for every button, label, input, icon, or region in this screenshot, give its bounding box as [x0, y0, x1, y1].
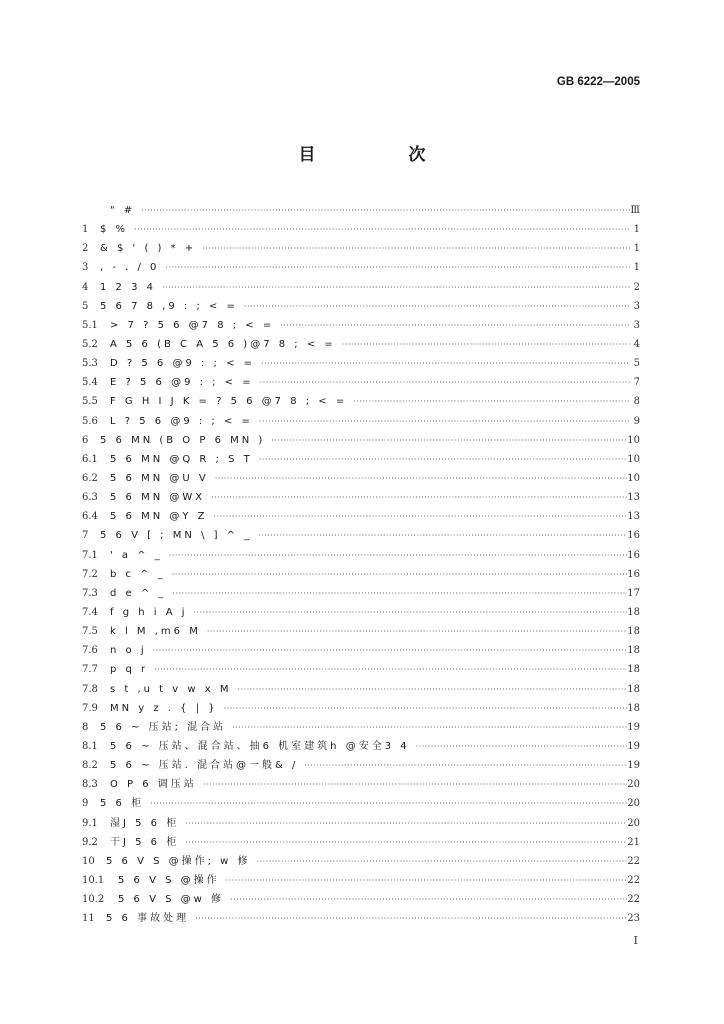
toc-entry[interactable]: [82, 546, 640, 565]
toc-entry-number: 5.4: [82, 377, 98, 389]
dot-leader: [259, 450, 628, 469]
toc-entry-title: 5 6 V S @操作; w 修: [106, 855, 251, 867]
toc-entry-title: D ? 5 6 @9 : ; < =: [110, 358, 256, 370]
toc-entry-page: 10: [627, 453, 640, 465]
toc-entry-page: 1: [633, 224, 640, 236]
toc-entry[interactable]: [82, 833, 640, 852]
dot-leader: [258, 526, 627, 545]
toc-entry-page: 2: [633, 281, 640, 293]
toc-entry-page: 23: [627, 913, 640, 925]
toc-entry-title: s t ,u t v w x M: [110, 683, 232, 695]
toc-entry-page: 16: [627, 568, 640, 580]
toc-entry[interactable]: [82, 603, 640, 622]
toc-entry[interactable]: [82, 431, 640, 450]
toc-entry-number: 9: [82, 798, 89, 810]
toc-entry-title: ' a ^ _: [110, 549, 163, 561]
toc-entry-page: 16: [627, 530, 640, 542]
toc-entry[interactable]: [82, 469, 640, 488]
toc-entry[interactable]: [82, 335, 640, 354]
toc-entry[interactable]: [82, 278, 640, 297]
toc-entry-page: 5: [633, 358, 640, 370]
dot-leader: [169, 546, 627, 565]
toc-entry-page: 4: [633, 338, 640, 350]
toc-entry[interactable]: [82, 718, 640, 737]
toc-entry[interactable]: [82, 565, 640, 584]
dot-leader: [416, 737, 628, 756]
toc-entry-page: 20: [627, 798, 640, 810]
toc-entry[interactable]: [82, 584, 640, 603]
toc-entry-page: 21: [627, 836, 640, 848]
toc-entry-title: 5 6 V [ ; MN \ ] ^ _: [100, 530, 253, 542]
dot-leader: [194, 603, 628, 622]
toc-entry-page: 22: [627, 874, 640, 886]
dot-leader: [150, 794, 627, 813]
toc-entry-title: k l M ,m6 M: [110, 626, 201, 638]
dot-leader: [214, 507, 628, 526]
toc-entry-page: 18: [627, 645, 640, 657]
toc-entry[interactable]: [82, 297, 640, 316]
toc-entry-title: 1 2 3 4: [100, 281, 156, 293]
toc-entry-title: MN y z . { | }: [110, 702, 218, 714]
toc-entry-title: f g h i A j: [110, 606, 188, 618]
toc-entry-page: 3: [633, 300, 640, 312]
toc-entry-page: 19: [627, 721, 640, 733]
dot-leader: [244, 297, 630, 316]
toc-entry-title: O P 6 调压站: [110, 779, 197, 791]
toc-entry-page: 1: [633, 243, 640, 255]
toc-entry[interactable]: [82, 660, 640, 679]
dot-leader: [202, 239, 630, 258]
toc-entry-title: 5 6 V S @w 修: [118, 894, 224, 906]
toc-entry-title: L ? 5 6 @9 : ; < =: [110, 415, 253, 427]
toc-entry-page: 8: [633, 396, 640, 408]
toc-entry[interactable]: [82, 239, 640, 258]
toc-entry-number: 5.1: [82, 319, 98, 331]
dot-leader: [261, 354, 630, 373]
toc-entry[interactable]: [82, 373, 640, 392]
toc-entry-title: " #: [110, 205, 136, 216]
toc-entry[interactable]: [82, 775, 640, 794]
table-of-contents: [82, 201, 640, 928]
toc-entry-number: 3: [82, 262, 89, 274]
toc-entry-number: 2: [82, 243, 89, 255]
toc-entry[interactable]: [82, 699, 640, 718]
toc-entry[interactable]: [82, 201, 640, 220]
dot-leader: [224, 699, 628, 718]
toc-entry-number: 7.6: [82, 645, 98, 657]
toc-entry-number: 7.8: [82, 683, 98, 695]
toc-entry[interactable]: [82, 220, 640, 239]
dot-leader: [141, 201, 630, 220]
toc-entry-title: 湿J 5 6 柜: [110, 817, 180, 829]
toc-entry-number: 6.1: [82, 453, 98, 465]
toc-entry-number: 7.2: [82, 568, 98, 580]
toc-entry-title: 5 6 ~ 压站; 混合站: [100, 721, 227, 733]
dot-leader: [165, 258, 630, 277]
dot-leader: [260, 373, 630, 392]
dot-leader: [172, 565, 628, 584]
toc-entry-page: 13: [627, 511, 640, 523]
toc-entry-page: 3: [633, 319, 640, 331]
toc-entry-title: 5 6 ~ 压站、混合站、抽6 机室建筑h @安全3 4: [110, 740, 410, 752]
toc-entry-number: 8.2: [82, 760, 98, 772]
toc-entry-number: 5.5: [82, 396, 98, 408]
toc-entry-title: 5 6 事故处理: [106, 913, 190, 925]
toc-entry[interactable]: [82, 871, 640, 890]
toc-entry-title: , - . / 0: [100, 262, 160, 274]
toc-entry-page: 20: [627, 779, 640, 791]
toc-entry-number: 6.2: [82, 472, 98, 484]
toc-entry-page: 22: [627, 894, 640, 906]
dot-leader: [271, 431, 627, 450]
toc-entry-page: 19: [627, 740, 640, 752]
dot-leader: [153, 641, 628, 660]
dot-leader: [259, 412, 630, 431]
toc-entry[interactable]: [82, 354, 640, 373]
toc-entry-number: 7.7: [82, 664, 98, 676]
toc-entry[interactable]: [82, 756, 640, 775]
toc-entry-page: 16: [627, 549, 640, 561]
toc-entry-title: n o j: [110, 645, 147, 657]
toc-entry-number: 9.2: [82, 836, 98, 848]
dot-leader: [203, 775, 627, 794]
dot-leader: [215, 469, 628, 488]
toc-entry-number: 7.5: [82, 626, 98, 638]
dot-leader: [342, 335, 630, 354]
toc-entry-title: & $ ' ( ) * +: [100, 243, 197, 255]
dot-leader: [195, 909, 627, 928]
dot-leader: [162, 278, 630, 297]
dot-leader: [211, 488, 627, 507]
page-title: 目 次: [298, 145, 464, 165]
toc-entry[interactable]: [82, 622, 640, 641]
toc-entry-number: 8.3: [82, 779, 98, 791]
toc-entry[interactable]: [82, 890, 640, 909]
toc-entry-number: 9.1: [82, 817, 98, 829]
toc-entry-number: 7.3: [82, 587, 98, 599]
toc-entry-title: 5 6 MN @Y Z: [110, 511, 208, 523]
toc-entry-title: 5 6 MN (B O P 6 MN ): [100, 434, 266, 446]
toc-entry-number: 4: [82, 281, 89, 293]
toc-entry-number: 11: [82, 913, 95, 925]
toc-entry[interactable]: [82, 258, 640, 277]
toc-entry[interactable]: [82, 737, 640, 756]
dot-leader: [280, 316, 630, 335]
dot-leader: [257, 852, 628, 871]
toc-entry-page: 1: [633, 262, 640, 274]
page-number: I: [633, 934, 638, 947]
toc-entry-page: 19: [627, 760, 640, 772]
dot-leader: [230, 890, 627, 909]
toc-entry[interactable]: [82, 412, 640, 431]
dot-leader: [207, 622, 627, 641]
toc-entry-title: 5 6 MN @WX: [110, 492, 206, 504]
toc-entry[interactable]: [82, 392, 640, 411]
toc-entry-title: 5 6 MN @U V: [110, 472, 209, 484]
toc-entry-title: A 5 6 (B C A 5 6 )@7 8 ; < =: [110, 338, 336, 350]
toc-entry[interactable]: [82, 450, 640, 469]
dot-leader: [353, 392, 630, 411]
toc-entry-number: 1: [82, 224, 89, 236]
toc-entry-page: 18: [627, 664, 640, 676]
toc-entry-page: 17: [627, 587, 640, 599]
toc-entry-page: 13: [627, 492, 640, 504]
toc-entry-page: 18: [627, 606, 640, 618]
dot-leader: [304, 756, 627, 775]
toc-entry[interactable]: [82, 794, 640, 813]
toc-entry-number: 5.2: [82, 338, 98, 350]
dot-leader: [232, 718, 627, 737]
toc-entry-title: F G H I J K = ? 5 6 @7 8 ; < =: [110, 396, 348, 408]
toc-entry[interactable]: [82, 680, 640, 699]
toc-entry-page: 7: [633, 377, 640, 389]
toc-entry-number: 7.9: [82, 702, 98, 714]
toc-entry-number: 10: [82, 855, 95, 867]
toc-entry[interactable]: [82, 909, 640, 928]
toc-entry-title: 5 6 MN @Q R ; S T: [110, 453, 253, 465]
dot-leader: [237, 680, 627, 699]
toc-entry[interactable]: [82, 814, 640, 833]
toc-entry-number: 5: [82, 300, 89, 312]
toc-entry[interactable]: [82, 507, 640, 526]
toc-entry-title: 5 6 V S @操作: [118, 874, 220, 886]
toc-entry-number: 7.4: [82, 606, 98, 618]
toc-entry-page: 10: [627, 434, 640, 446]
toc-entry-page: 9: [633, 415, 640, 427]
toc-entry-number: 7.1: [82, 549, 98, 561]
toc-entry-number: 8: [82, 721, 89, 733]
toc-entry-page: Ⅲ: [630, 205, 640, 216]
dot-leader: [172, 584, 627, 603]
toc-entry-page: 22: [627, 855, 640, 867]
toc-entry-number: 5.6: [82, 415, 98, 427]
dot-leader: [226, 871, 628, 890]
toc-entry-title: p q r: [110, 664, 149, 676]
toc-entry-title: E ? 5 6 @9 : ; < =: [110, 377, 254, 389]
toc-entry-number: 5.3: [82, 358, 98, 370]
toc-entry-title: 5 6 ~ 压站. 混合站@一般& /: [110, 760, 299, 772]
toc-entry-title: 5 6 柜: [100, 798, 145, 810]
toc-entry-title: 干J 5 6 柜: [110, 836, 180, 848]
toc-entry-number: 10.2: [82, 894, 105, 906]
toc-entry-title: d e ^ _: [110, 587, 167, 599]
toc-entry[interactable]: [82, 852, 640, 871]
toc-entry-page: 18: [627, 626, 640, 638]
standard-code: GB 6222—2005: [556, 76, 640, 88]
toc-entry-number: 6: [82, 434, 89, 446]
toc-entry-title: b c ^ _: [110, 568, 166, 580]
toc-entry[interactable]: [82, 641, 640, 660]
toc-entry-page: 18: [627, 702, 640, 714]
toc-entry-number: 8.1: [82, 740, 98, 752]
toc-entry-number: 6.4: [82, 511, 98, 523]
toc-entry-title: 5 6 7 8 ,9 : ; < =: [100, 300, 238, 312]
dot-leader: [154, 660, 627, 679]
toc-entry-page: 10: [627, 472, 640, 484]
toc-entry-title: $ %: [100, 224, 129, 236]
dot-leader: [185, 814, 627, 833]
dot-leader: [185, 833, 627, 852]
toc-entry[interactable]: [82, 488, 640, 507]
toc-entry-number: 7: [82, 530, 89, 542]
toc-entry[interactable]: [82, 316, 640, 335]
toc-entry-page: 18: [627, 683, 640, 695]
toc-entry-title: > 7 ? 5 6 @7 8 ; < =: [110, 319, 275, 331]
toc-entry[interactable]: [82, 526, 640, 545]
toc-entry-number: 6.3: [82, 492, 98, 504]
toc-entry-number: 10.1: [82, 874, 105, 886]
dot-leader: [134, 220, 630, 239]
toc-entry-page: 20: [627, 817, 640, 829]
